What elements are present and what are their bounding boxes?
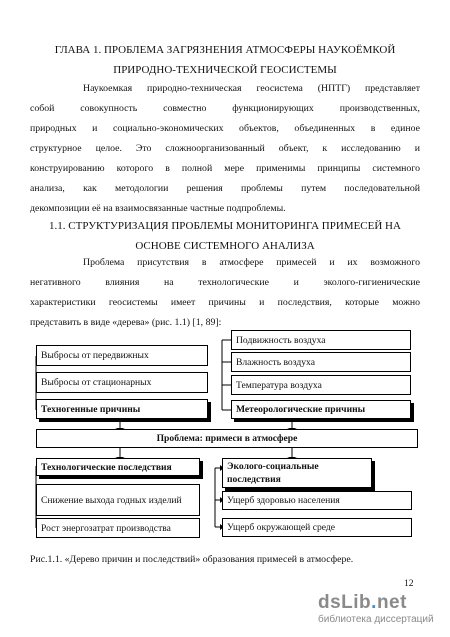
chapter-title-line-1: ГЛАВА 1. ПРОБЛЕМА ЗАГРЯЗНЕНИЯ АТМОСФЕРЫ НАУКОЁМКОЙ: [54, 44, 396, 56]
paragraph-line: Проблема присутствия в атмосфере примесей и их возможного: [83, 257, 420, 268]
technogenic-causes-header: Техногенные причины: [36, 399, 208, 419]
paragraph-line: Наукоемкая природно-техническая геосистема (НПТГ) представляет: [83, 83, 420, 94]
paragraph-line: негативного влияния на технологические и эколого-гигиенические: [30, 277, 420, 288]
consequence-yield-reduction: Снижение выхода годных изделий: [36, 484, 200, 516]
paragraph-line: собой совокупность совместно функционирующих производственных,: [30, 103, 420, 114]
watermark-logo: dsLib.net: [318, 592, 407, 613]
section-title: [30, 216, 420, 256]
chapter-title: [30, 40, 420, 80]
cause-air-mobility: Подвижность воздуха: [231, 330, 411, 350]
cause-mobile-emissions: Выбросы от передвижных: [36, 345, 208, 366]
cause-air-temperature: Температура воздуха: [231, 375, 411, 395]
site-watermark[interactable]: [318, 592, 438, 626]
section-title-line-2: ОСНОВЕ СИСТЕМНОГО АНАЛИЗА: [135, 240, 315, 252]
consequence-health-damage: Ущерб здоровью населения: [222, 491, 412, 510]
section-title-line-1: 1.1. СТРУКТУРИЗАЦИЯ ПРОБЛЕМЫ МОНИТОРИНГА ПРИМЕСЕЙ НА: [49, 220, 401, 232]
cause-stationary-emissions: Выбросы от стационарных: [36, 372, 208, 393]
problem-paragraph: [30, 253, 420, 333]
paragraph-line: конструированию которого в полной мере применимы принципы системного: [30, 163, 420, 174]
page-number: 12: [404, 578, 414, 589]
consequence-environment-damage: Ущерб окружающей среде: [222, 518, 412, 537]
central-problem-box: Проблема: примеси в атмосфере: [36, 429, 418, 448]
paragraph-line: характеристики геосистемы имеет причины и последствия, которые можно: [30, 297, 420, 308]
paragraph-line: анализа, как методологии решения проблемы путем последовательной: [30, 183, 420, 194]
paragraph-line: структурное целое. Это сложноорганизованный объект, к исследованию и: [30, 143, 420, 154]
paragraph-line: декомпозиции её на взаимосвязанные частные подпроблемы.: [30, 203, 286, 214]
technological-consequences-header: Технологические последствия: [36, 458, 200, 476]
paragraph-line: природных и социально-экономических объектов, объединенных в единое: [30, 123, 420, 134]
meteorological-causes-header: Метеорологические причины: [231, 400, 411, 419]
paragraph-line: представить в виде «дерева» (рис. 1.1) [1, 89]:: [30, 317, 222, 328]
watermark-subtitle: библиотека диссертаций: [318, 614, 434, 625]
figure-caption: Рис.1.1. «Дерево причин и последствий» образования примесей в атмосфере.: [30, 554, 354, 565]
intro-paragraph: [30, 79, 420, 219]
eco-social-consequences-header: Эколого-социальные последствия: [222, 458, 372, 488]
chapter-title-line-2: ПРИРОДНО-ТЕХНИЧЕСКОЙ ГЕОСИСТЕМЫ: [113, 64, 337, 76]
cause-air-humidity: Влажность воздуха: [231, 352, 411, 372]
consequence-energy-costs: Рост энергозатрат производства: [36, 518, 200, 538]
